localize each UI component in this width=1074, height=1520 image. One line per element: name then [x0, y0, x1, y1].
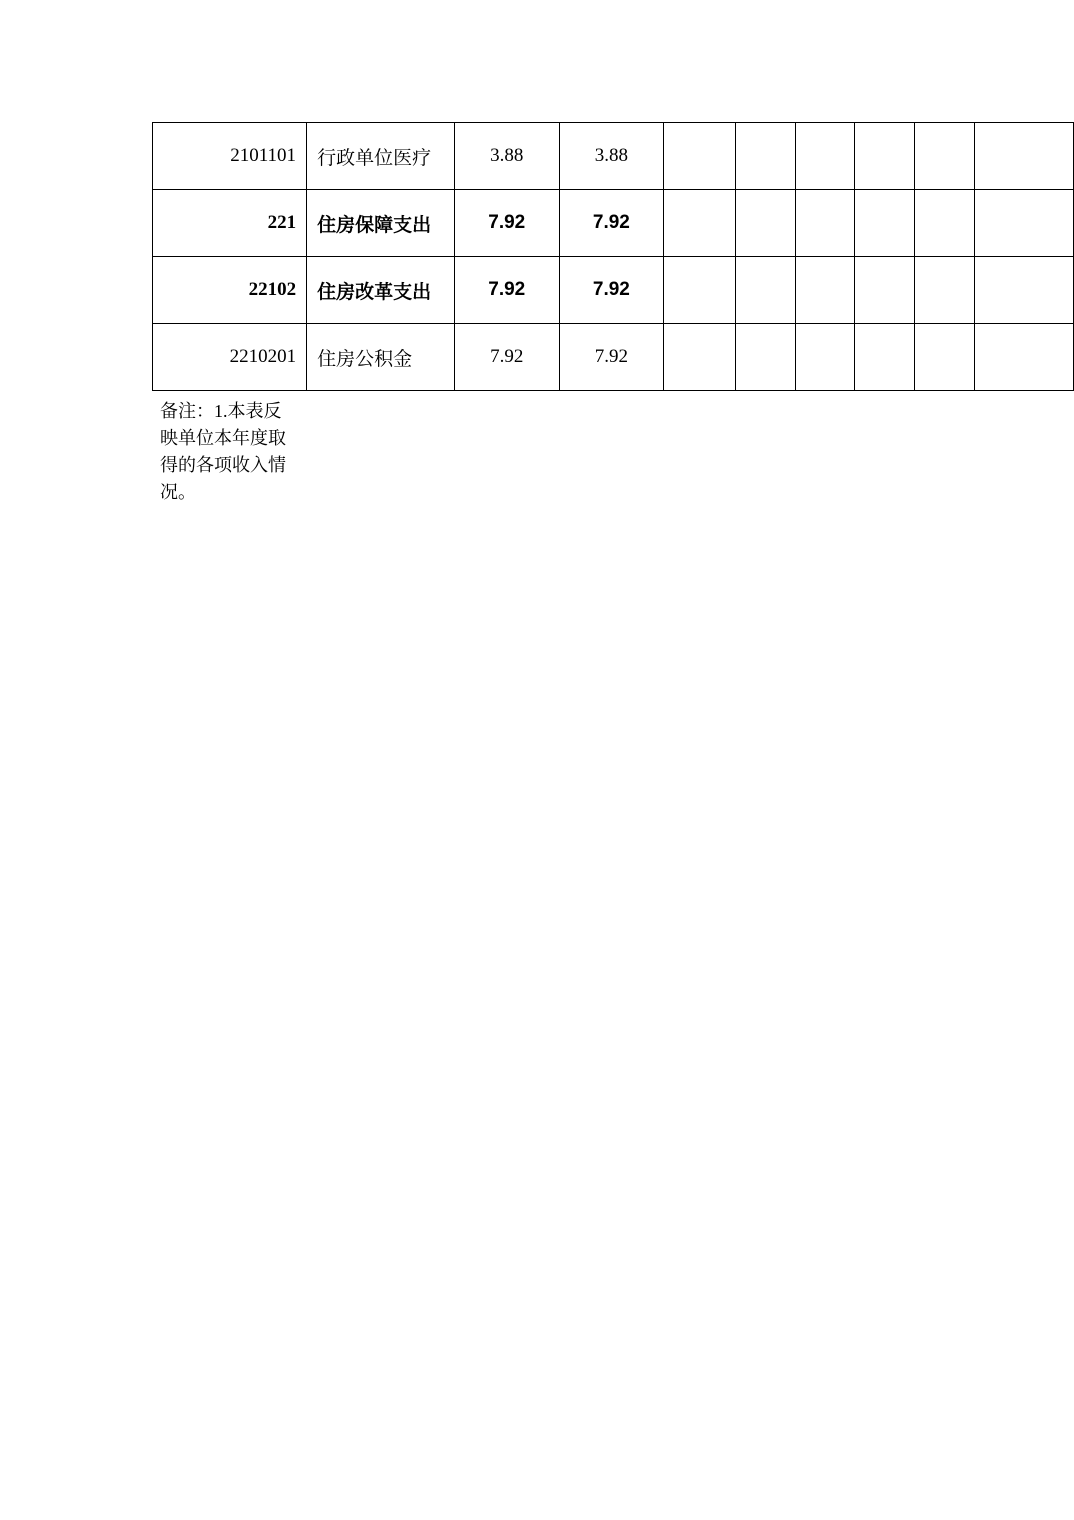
budget-expenditure-table	[152, 122, 1074, 391]
cell-blank	[975, 123, 1074, 190]
cell-blank	[795, 123, 855, 190]
table-body	[153, 123, 1074, 391]
cell-blank	[855, 123, 915, 190]
cell-blank	[915, 257, 975, 324]
cell-value-1: 3.88	[454, 123, 559, 190]
table-footnote: 备注：1.本表反映单位本年度取得的各项收入情况。	[160, 401, 286, 502]
cell-code: 22102	[153, 257, 307, 324]
cell-blank	[855, 257, 915, 324]
cell-name: 住房改革支出	[307, 257, 455, 324]
cell-blank	[855, 190, 915, 257]
cell-blank	[735, 123, 795, 190]
cell-name: 住房公积金	[307, 324, 455, 391]
cell-blank	[795, 257, 855, 324]
cell-blank	[915, 190, 975, 257]
cell-blank	[975, 190, 1074, 257]
cell-value-2: 7.92	[559, 257, 664, 324]
cell-code: 2210201	[153, 324, 307, 391]
cell-value-2: 3.88	[559, 123, 664, 190]
table-row	[153, 190, 1074, 257]
cell-value-1: 7.92	[454, 257, 559, 324]
cell-blank	[795, 190, 855, 257]
cell-blank	[735, 324, 795, 391]
cell-blank	[975, 257, 1074, 324]
cell-name: 行政单位医疗	[307, 123, 455, 190]
cell-blank	[975, 324, 1074, 391]
cell-name: 住房保障支出	[307, 190, 455, 257]
cell-blank	[735, 257, 795, 324]
cell-value-1: 7.92	[454, 324, 559, 391]
cell-value-2: 7.92	[559, 190, 664, 257]
cell-blank	[664, 257, 736, 324]
cell-blank	[795, 324, 855, 391]
cell-blank	[735, 190, 795, 257]
cell-code: 221	[153, 190, 307, 257]
cell-blank	[664, 324, 736, 391]
cell-blank	[915, 324, 975, 391]
cell-blank	[915, 123, 975, 190]
cell-value-1: 7.92	[454, 190, 559, 257]
cell-blank	[664, 123, 736, 190]
cell-value-2: 7.92	[559, 324, 664, 391]
cell-blank	[664, 190, 736, 257]
cell-blank	[855, 324, 915, 391]
cell-code: 2101101	[153, 123, 307, 190]
table-row	[153, 324, 1074, 391]
table-row	[153, 123, 1074, 190]
table-row	[153, 257, 1074, 324]
